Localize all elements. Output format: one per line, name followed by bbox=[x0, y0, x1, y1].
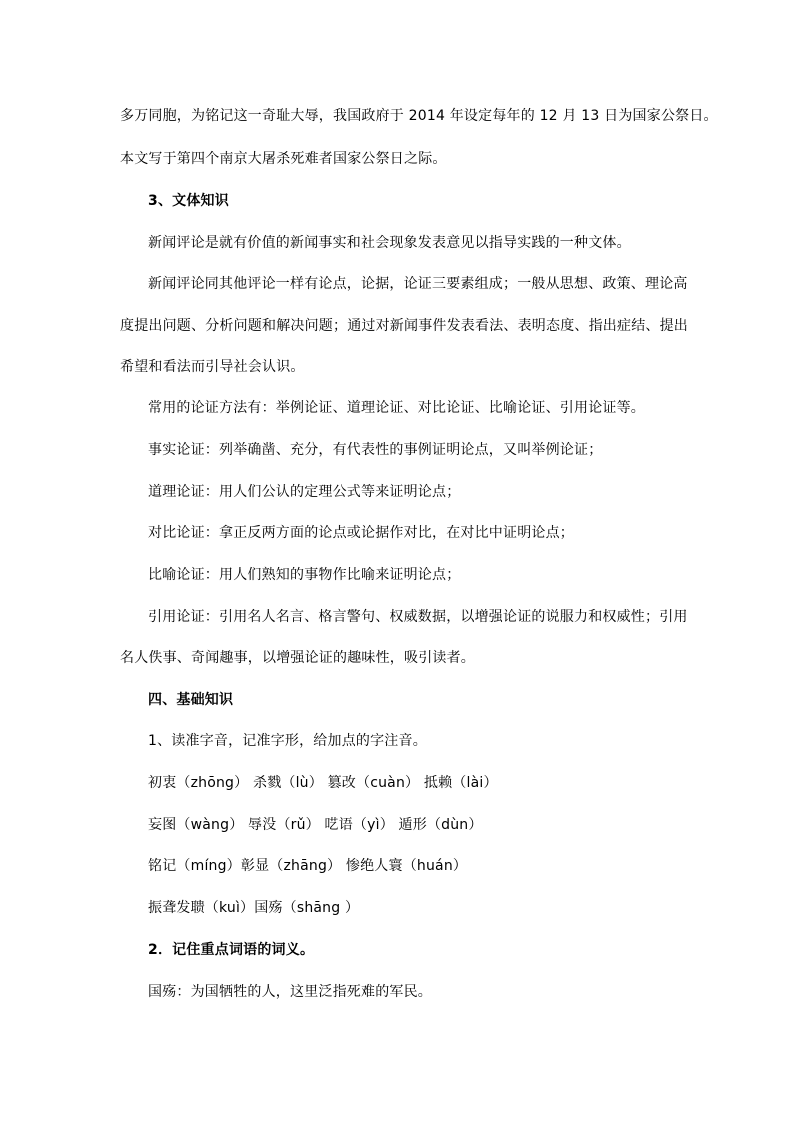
paragraph-metaphor-argument: 比喻论证：用人们熟知的事物作比喻来证明论点； bbox=[148, 567, 461, 583]
paragraph-quote-argument-line2: 名人佚事、奇闻趣事，以增强论证的趣味性，吸引读者。 bbox=[120, 650, 475, 666]
paragraph-fact-argument: 事实论证：列举确凿、充分，有代表性的事例证明论点，又叫举例论证； bbox=[148, 442, 603, 458]
paragraph-genre-elements-line2: 度提出问题、分析问题和解决问题；通过对新闻事件发表看法、表明态度、指出症结、提出 bbox=[120, 318, 688, 334]
paragraph-intro-line1: 多万同胞，为铭记这一奇耻大辱，我国政府于 2014 年设定每年的 12 月 13 日为国家公祭日。 bbox=[120, 108, 718, 124]
paragraph-argument-methods: 常用的论证方法有：举例论证、道理论证、对比论证、比喻论证、引用论证等。 bbox=[148, 400, 645, 416]
paragraph-genre-definition: 新闻评论是就有价值的新闻事实和社会现象发表意见以指导实践的一种文体。 bbox=[148, 235, 631, 251]
heading-genre-knowledge: 3、文体知识 bbox=[148, 193, 229, 209]
paragraph-pronunciation-instruction: 1、读准字音，记准字形，给加点的字注音。 bbox=[148, 733, 427, 749]
heading-basic-knowledge: 四、基础知识 bbox=[148, 692, 234, 708]
paragraph-vocabulary-definition: 国殇：为国牺牲的人，这里泛指死难的军民。 bbox=[148, 984, 432, 1000]
pinyin-list-row3: 铭记（míng）彰显（zhāng） 惨绝人寰（huán） bbox=[148, 858, 468, 874]
paragraph-intro-line2: 本文写于第四个南京大屠杀死难者国家公祭日之际。 bbox=[120, 151, 447, 167]
paragraph-quote-argument-line1: 引用论证：引用名人名言、格言警句、权威数据，以增强论证的说服力和权威性；引用 bbox=[148, 609, 688, 625]
heading-vocabulary: 2．记住重点词语的词义。 bbox=[148, 942, 315, 958]
paragraph-reason-argument: 道理论证：用人们公认的定理公式等来证明论点； bbox=[148, 484, 461, 500]
paragraph-genre-elements-line1: 新闻评论同其他评论一样有论点，论据，论证三要素组成；一般从思想、政策、理论高 bbox=[148, 276, 688, 292]
pinyin-list-row2: 妄图（wàng） 辱没（rǔ） 呓语（yì） 遁形（dùn） bbox=[148, 817, 483, 833]
pinyin-list-row1: 初衷（zhōng） 杀戮（lù） 篡改（cuàn） 抵赖（lài） bbox=[148, 775, 498, 791]
paragraph-genre-elements-line3: 希望和看法而引导社会认识。 bbox=[120, 359, 305, 375]
pinyin-list-row4: 振聋发聩（kuì）国殇（shāng ） bbox=[148, 900, 360, 916]
paragraph-contrast-argument: 对比论证：拿正反两方面的论点或论据作对比，在对比中证明论点； bbox=[148, 525, 574, 541]
